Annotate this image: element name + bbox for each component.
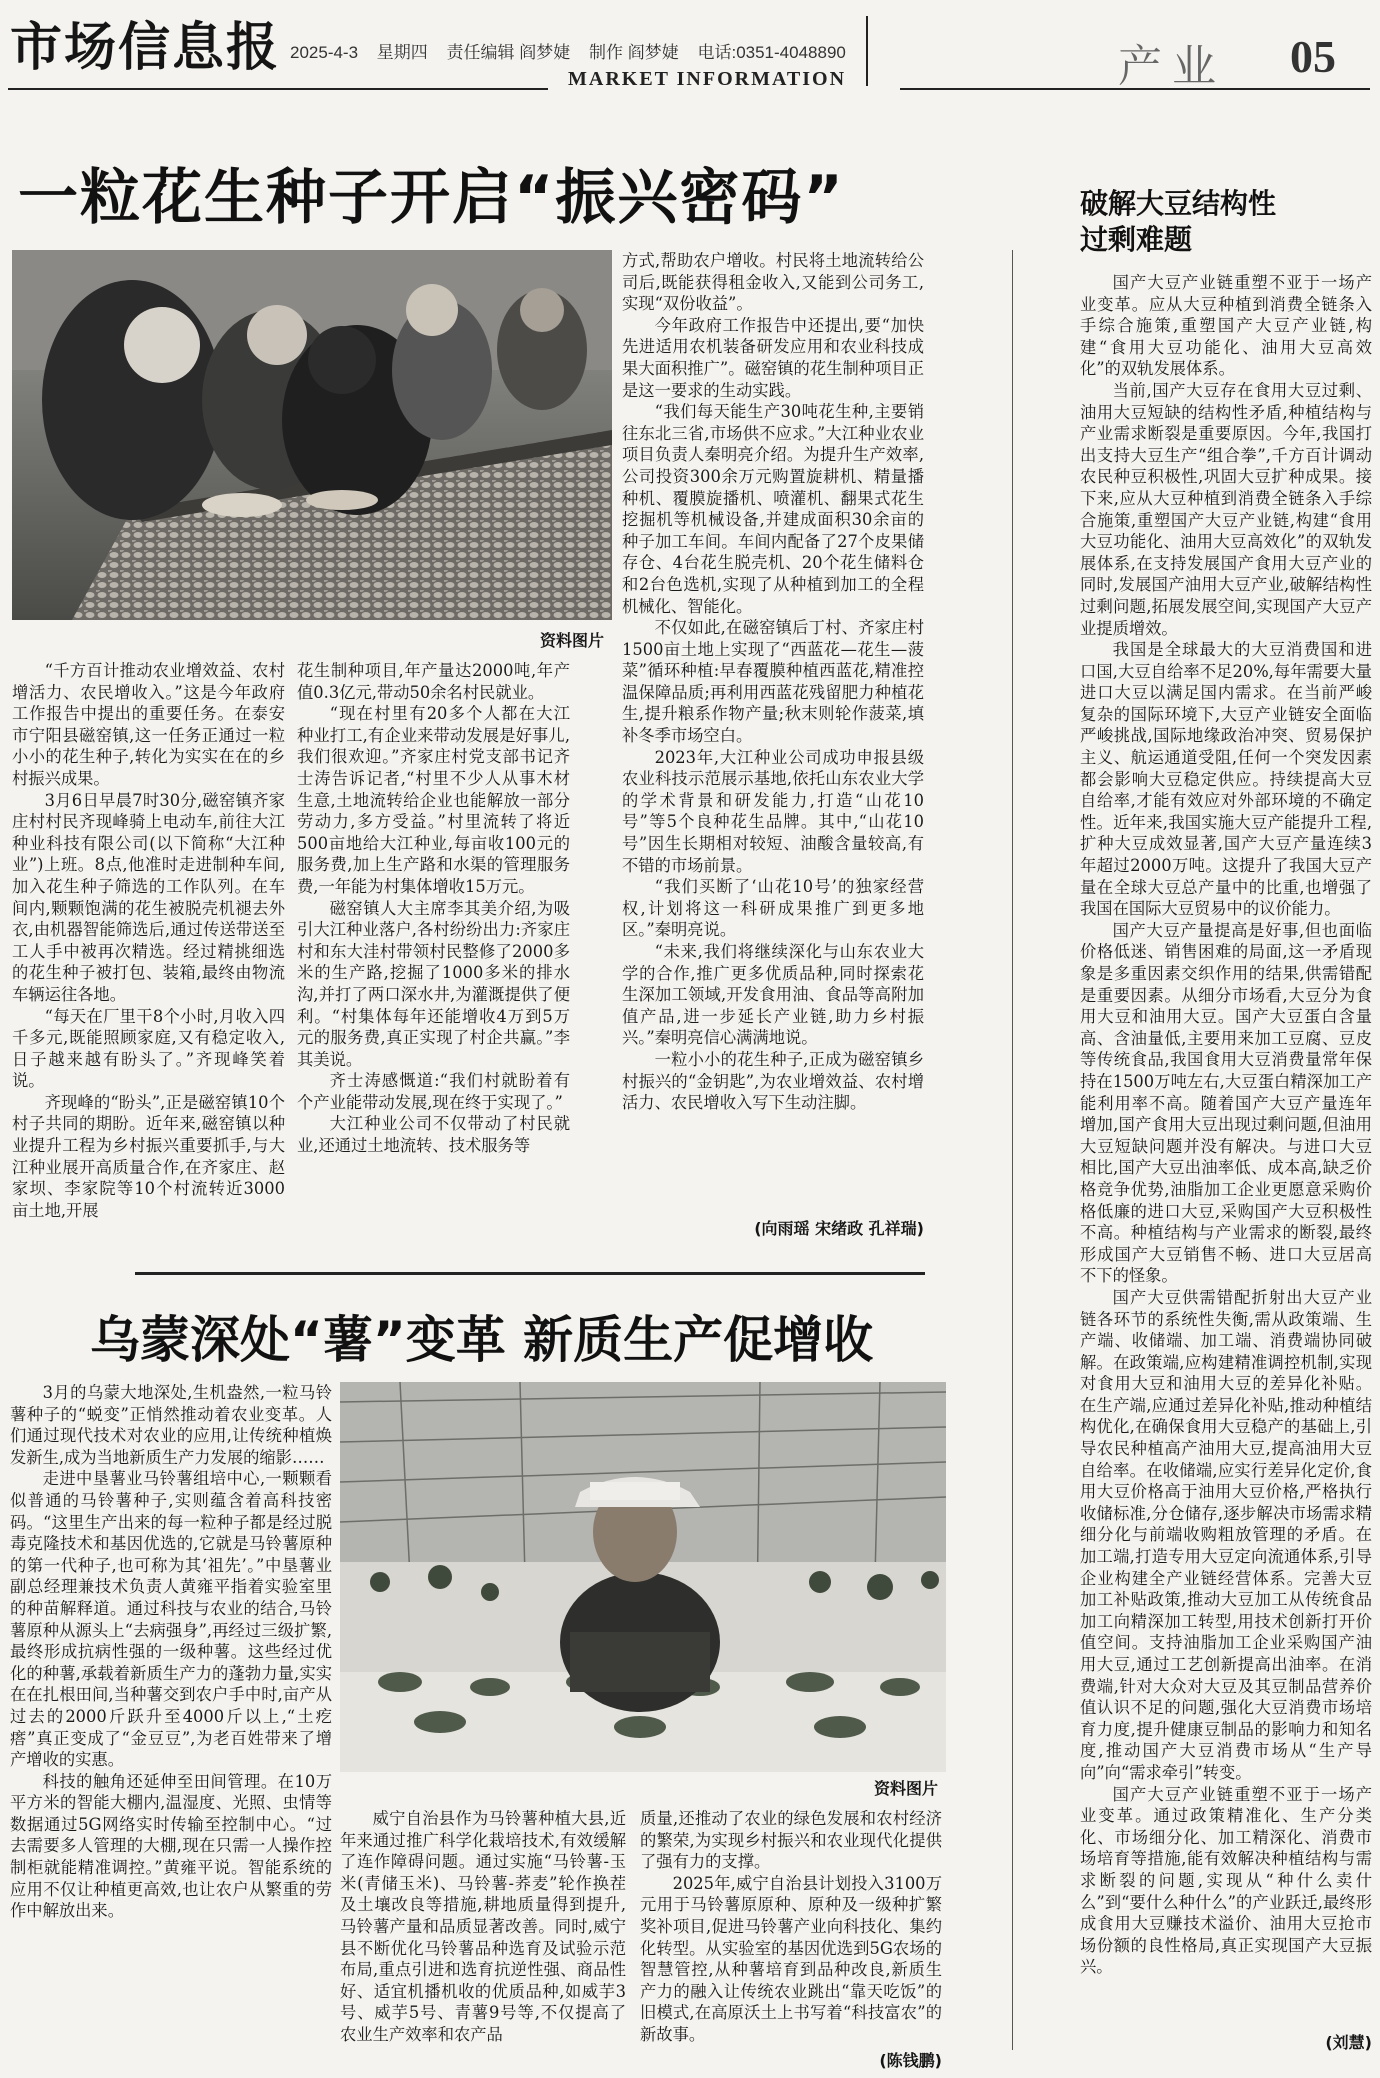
article1-column-2	[297, 660, 570, 1258]
paragraph: “我们每天能生产30吨花生种,主要销往东北三省,市场供不应求。”大江种业农业项目负责人秦明亮介绍。为提升生产效率,公司投资300余万元购置旋耕机、精量播种机、覆膜旋播机、喷灌机、翻果式花生挖掘机等机械设备,并建成面积30余亩的种子加工车间。车间内配备了27个皮果储存仓、4台花生脱壳机、20个花生储料仓和2台色选机,实现了从种植到加工的全程机械化、智能化。	[622, 402, 924, 616]
article1-photo	[12, 250, 612, 620]
article1-headline: 一粒花生种子开启“振兴密码”	[18, 163, 845, 233]
issue-editor: 责任编辑 阎梦婕	[446, 43, 571, 62]
article2-column-1	[10, 1382, 332, 2072]
article2-headline: 乌蒙深处“薯”变革 新质生产促增收	[90, 1311, 874, 1369]
paragraph: 齐士涛感慨道:“我们村就盼着有个产业能带动发展,现在终于实现了。”	[297, 1071, 570, 1112]
article3-headline-line2: 过剩难题	[1080, 223, 1193, 256]
article2-column-3	[640, 1808, 942, 2046]
article1-photo-credit: 资料图片	[540, 631, 605, 650]
article1-byline: (向雨瑶 宋绪政 孔祥瑞)	[754, 1219, 924, 1238]
paragraph: 走进中垦薯业马铃薯组培中心,一颗颗看似普通的马铃薯种子,实则蕴含着高科技密码。“这里生产出来的每一粒种子都是经过脱毒克隆技术和基因优选的,它就是马铃薯原种的第一代种子,也可称为其‘祖先’。”中垦薯业副总经理兼技术负责人黄雍平指着实验室里的种苗解释道。通过科技与农业的结合,马铃薯原种从源头上“去病强身”,再经过三级扩繁,最终形成抗病性强的一级种薯。这些经过优化的种薯,承载着新质生产力的蓬勃力量,实实在在扎根田间,当种薯交到农户手中时,亩产从过去的2000斤跃升至4000斤以上,“土疙瘩”真正变成了“金豆豆”,为老百姓带来了增产增收的实惠。	[10, 1469, 332, 1770]
paragraph: 国产大豆产量提高是好事,但也面临价格低迷、销售困难的局面,这一矛盾现象是多重因素交织作用的结果,供需错配是重要因素。从细分市场看,大豆分为食用大豆和油用大豆。国产大豆蛋白含量高、含油量低,主要用来加工豆腐、豆皮等传统食品,我国食用大豆消费量常年保持在1500万吨左右,大豆蛋白精深加工产能利用率不高。随着国产大豆产量连年增加,国产食用大豆出现过剩问题,但油用大豆短缺问题并没有解决。与进口大豆相比,国产大豆出油率低、成本高,缺乏价格竞争优势,油脂加工企业更愿意采购价格低廉的进口大豆,采购国产大豆积极性不高。种植结构与产业需求的断裂,最终形成国产大豆销售不畅、进口大豆居高不下的怪象。	[1080, 920, 1372, 1286]
paragraph: 国产大豆供需错配折射出大豆产业链各环节的系统性失衡,需从政策端、生产端、收储端、加工端、消费端协同破解。在政策端,应构建精准调控机制,实现对食用大豆和油用大豆的差异化补贴。在生产端,应通过差异化补贴,推动种植结构优化,在确保食用大豆稳产的基础上,引导农民种植高产油用大豆,提高油用大豆自给率。在收储端,应实行差异化定价,食用大豆价格高于油用大豆价格,严格执行收储标准,分仓储存,逐步解决市场需求精细分化与前端收购粗放管理的矛盾。在加工端,打造专用大豆定向流通体系,引导企业构建全产业链经营体系。完善大豆加工补贴政策,推动大豆加工从传统食品加工向精深加工转型,用技术创新打开价值空间。支持油脂加工企业采购国产油用大豆,通过工艺创新提高出油率。在消费端,针对大众对大豆及其豆制品营养价值认识不足的问题,强化大豆消费市场培育力度,提升健康豆制品的影响力和知名度,推动国产大豆消费市场从“生产导向”向“需求牵引”转变。	[1080, 1287, 1372, 1782]
issue-info	[290, 38, 860, 63]
paragraph: 威宁自治县作为马铃薯种植大县,近年来通过推广科学化栽培技术,有效缓解了连作障碍问题。通过实施“马铃薯-玉米(青储玉米)、马铃薯-荞麦”轮作换茬及土壤改良等措施,耕地质量得到提升,马铃薯产量和品质显著改善。同时,威宁县不断优化马铃薯品种选育及试验示范布局,重点引进和选育抗逆性强、商品性好、适宜机播机收的优质品种,如威芋3号、威芋5号、青薯9号等,不仅提高了农业生产效率和农产品	[340, 1809, 626, 2044]
article3-body	[1080, 272, 1372, 2008]
article2-photo-credit: 资料图片	[874, 1779, 939, 1798]
newspaper-logo: 市场信息报	[10, 17, 281, 78]
page-number: 05	[1290, 31, 1336, 82]
section-title: 产业	[1118, 41, 1226, 92]
paragraph: 国产大豆产业链重塑不亚于一场产业变革。应从大豆种植到消费全链条入手综合施策,重塑国产大豆产业链,构建“食用大豆功能化、油用大豆高效化”的双轨发展体系。	[1080, 273, 1372, 379]
paragraph: “未来,我们将继续深化与山东农业大学的合作,推广更多优质品种,同时探索花生深加工领域,开发食用油、食品等高附加值产品,进一步延长产业链,助力乡村振兴。”秦明亮信心满满地说。	[622, 942, 924, 1048]
paragraph: 花生制种项目,年产量达2000吨,年产值0.3亿元,带动50余名村民就业。	[297, 661, 570, 702]
paragraph: 不仅如此,在磁窑镇后丁村、齐家庄村1500亩土地上实现了“西蓝花—花生—菠菜”循环种植:早春覆膜种植西蓝花,精准控温保障品质;再利用西蓝花残留肥力种植花生,提升粮系作物产量;秋末则轮作菠菜,填补冬季市场空白。	[622, 618, 924, 746]
article2-photo	[340, 1382, 946, 1772]
paragraph: “现在村里有20多个人都在大江种业打工,有企业来带动发展是好事儿,我们很欢迎。”齐家庄村党支部书记齐士涛告诉记者,“村里不少人从事木材生意,土地流转给企业也能解放一部分劳动力,多方受益。”村里流转了将近500亩地给大江种业,每亩收100元的服务费,加上生产路和水渠的管理服务费,一年能为村集体增收15万元。	[297, 704, 570, 896]
paragraph: 国产大豆产业链重塑不亚于一场产业变革。通过政策精准化、生产分类化、市场细分化、加工精深化、消费市场培育等措施,能有效解决种植结构与需求断裂的问题,实现从“种什么卖什么”到“要什么种什么”的产业跃迁,最终形成食用大豆赚技术溢价、油用大豆抢市场份额的良性格局,真正实现国产大豆振兴。	[1080, 1784, 1372, 1977]
paragraph: 质量,还推动了农业的绿色发展和农村经济的繁荣,为实现乡村振兴和农业现代化提供了强有力的支撑。	[640, 1809, 942, 1872]
article1-column-3	[622, 250, 924, 1210]
issue-producer: 制作 阎梦婕	[589, 43, 679, 62]
masthead-divider	[866, 16, 868, 86]
paragraph: 磁窑镇人大主席李其美介绍,为吸引大江种业落户,各村纷纷出力:齐家庄村和东大洼村带领村民整修了2000多米的生产路,挖掘了1000多米的排水沟,并打了两口深水井,为灌溉提供了便利。“村集体每年还能增收4万到5万元的服务费,真正实现了村企共赢。”李其美说。	[297, 898, 570, 1069]
article2-column-2	[340, 1808, 626, 2072]
issue-phone: 电话:0351-4048890	[697, 43, 846, 62]
paragraph: 大江种业公司不仅带动了村民就业,还通过土地流转、技术服务等	[297, 1114, 570, 1156]
paragraph: 2025年,威宁自治县计划投入3100万元用于马铃薯原原种、原种及一级种扩繁奖补项目,促进马铃薯产业向科技化、集约化转型。从实验室的基因优选到5G农场的智慧管控,从种薯培育到品种改良,新质生产力的融入让传统农业跳出“靠天吃饭”的旧模式,在高原沃土上书写着“科技富农”的新故事。	[640, 1873, 942, 2044]
paragraph: 一粒小小的花生种子,正成为磁窑镇乡村振兴的“金钥匙”,为农业增效益、农村增活力、农民增收入写下生动注脚。	[622, 1049, 924, 1113]
article3-headline-line1: 破解大豆结构性	[1080, 187, 1277, 220]
article3-headline	[1080, 186, 1276, 258]
paragraph: 科技的触角还延伸至田间管理。在10万平方米的智能大棚内,温湿度、光照、虫情等数据通过5G网络实时传输至控制中心。“过去需要多人管理的大棚,现在只需一人操作控制柜就能精准调控。”黄雍平说。智能系统的应用不仅让种植更高效,也让农户从繁重的劳作中解放出来。	[10, 1771, 332, 1921]
paragraph: 3月6日早晨7时30分,磁窑镇齐家庄村村民齐现峰骑上电动车,前往大江种业科技有限公司(以下简称“大江种业”)上班。8点,他准时走进制种车间,加入花生种子筛选的工作队列。在车间内,颗颗饱满的花生被脱壳机褪去外衣,由机器智能筛选后,通过传送带送至工人手中被再次精选。经过精挑细选的花生种子被打包、装箱,最终由物流车辆运往各地。	[12, 790, 285, 1004]
issue-date: 2025-4-3	[290, 43, 359, 62]
paragraph: 今年政府工作报告中还提出,要“加快先进适用农机装备研发应用和农业科技成果大面积推广”。磁窑镇的花生制种项目正是这一要求的生动实践。	[622, 315, 924, 400]
column-divider	[1012, 250, 1013, 2050]
english-title: MARKET INFORMATION	[568, 68, 847, 90]
paragraph: 3月的乌蒙大地深处,生机盎然,一粒马铃薯种子的“蜕变”正悄然推动着农业变革。人们通过现代技术对农业的应用,让传统种植焕发新生,成为当地新质生产力发展的缩影……	[10, 1383, 332, 1467]
paragraph: 方式,帮助农户增收。村民将土地流转给公司后,既能获得租金收入,又能到公司务工,实现“双份收益”。	[622, 251, 924, 314]
paragraph: “我们买断了‘山花10号’的独家经营权,计划将这一科研成果推广到更多地区。”秦明亮说。	[622, 877, 924, 940]
paragraph: 当前,国产大豆存在食用大豆过剩、油用大豆短缺的结构性矛盾,种植结构与产业需求断裂是重要原因。今年,我国打出支持大豆生产“组合拳”,千方百计调动农民种豆积极性,巩固大豆扩种成果。接下来,应从大豆种植到消费全链条入手综合施策,重塑国产大豆产业链,构建“食用大豆功能化、油用大豆高效化”的双轨发展体系,在支持发展国产食用大豆产业的同时,发展国产油用大豆产业,破解结构性过剩问题,拓展发展空间,实现国产大豆产业提质增效。	[1080, 380, 1372, 638]
paragraph: “每天在厂里干8个小时,月收入四千多元,既能照顾家庭,又有稳定收入,日子越来越有盼头了。”齐现峰笑着说。	[12, 1006, 285, 1091]
article-separator	[135, 1272, 925, 1275]
article2-byline: (陈钱鹏)	[879, 2051, 942, 2070]
paragraph: “千方百计推动农业增效益、农村增活力、农民增收入。”这是今年政府工作报告中提出的重要任务。在泰安市宁阳县磁窑镇,这一任务正通过一粒小小的花生种子,转化为实实在在的乡村振兴成果。	[12, 661, 285, 788]
masthead-rule	[8, 88, 548, 90]
paragraph: 2023年,大江种业公司成功申报县级农业科技示范展示基地,依托山东农业大学的学术背景和研发能力,打造“山花10号”等5个良种花生品牌。其中,“山花10号”因生长期相对较短、油酸含量较高,有不错的市场前景。	[622, 747, 924, 875]
paragraph: 齐现峰的“盼头”,正是磁窑镇10个村子共同的期盼。近年来,磁窑镇以种业提升工程为乡村振兴重要抓手,与大江种业展开高质量合作,在齐家庄、赵家坝、李家院等10个村流转近3000亩土地,开展	[12, 1092, 285, 1220]
article1-column-1	[12, 660, 285, 1258]
paragraph: 我国是全球最大的大豆消费国和进口国,大豆自给率不足20%,每年需要大量进口大豆以满足国内需求。在当前严峻复杂的国际环境下,大豆产业链安全面临严峻挑战,国际地缘政治冲突、贸易保护主义、航运通道受阻,任何一个突发因素都会影响大豆稳定供应。持续提高大豆自给率,才能有效应对外部环境的不确定性。近年来,我国实施大豆产能提升工程,扩种大豆成效显著,国产大豆产量连续3年超过2000万吨。这提升了我国大豆产量在全球大豆总产量中的比重,也增强了我国在国际大豆贸易中的议价能力。	[1080, 640, 1372, 919]
issue-weekday: 星期四	[376, 43, 428, 62]
article3-byline: (刘慧)	[1325, 2033, 1372, 2052]
